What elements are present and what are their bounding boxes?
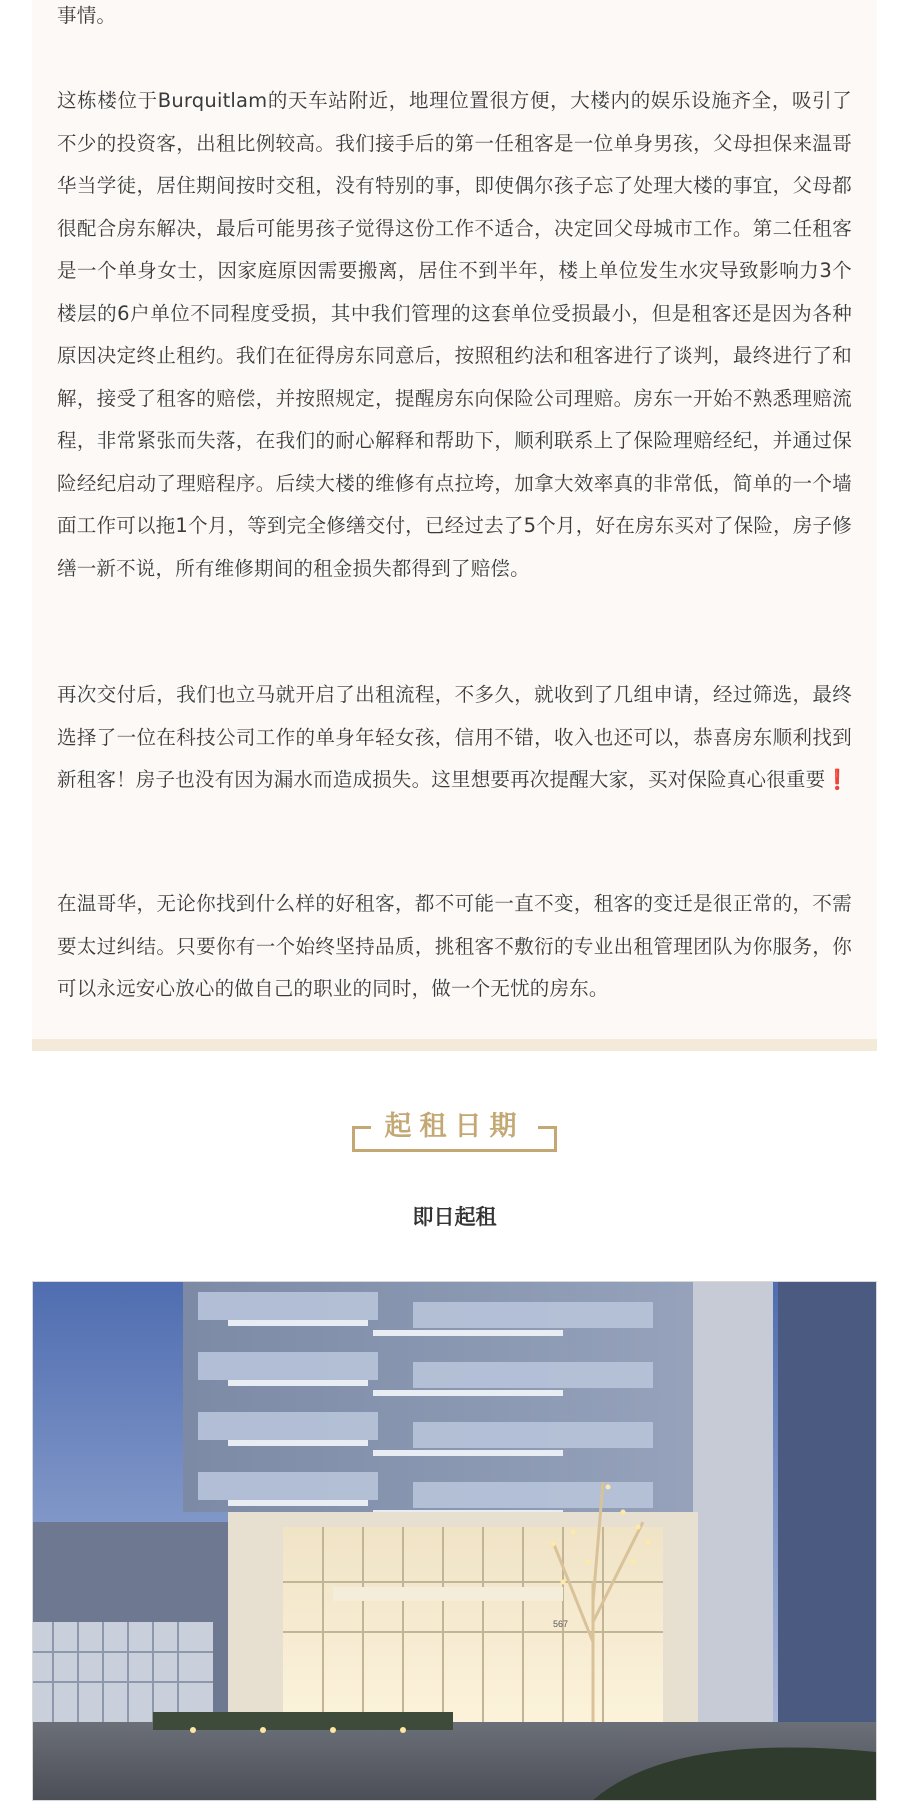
- section-subtitle: 即日起租: [412, 1205, 497, 1229]
- planter: [153, 1712, 453, 1730]
- left-glass-wall: [33, 1622, 213, 1722]
- section-title: [352, 1106, 557, 1152]
- address-sign: 567: [553, 1619, 569, 1629]
- article-paragraph-3: 在温哥华，无论你找到什么样的好租客，都不可能一直不变，租客的变迁是很正常的，不需要太过纠结。只要你有一个始终坚持品质，挑租客不敷衍的专业出租管理团队为你服务，你可以永远安心放心的做自己的职业的同时，做一个无忧的房东。: [57, 892, 852, 1000]
- building-photo: [32, 1281, 877, 1801]
- entrance-canopy: [333, 1587, 563, 1601]
- article-paragraph-1: 这栋楼位于Burquitlam的天车站附近，地理位置很方便，大楼内的娱乐设施齐全，吸引了不少的投资客，出租比例较高。我们接手后的第一任租客是一位单身男孩，父母担保来温哥华当学徒，居住期间按时交租，没有特别的事，即使偶尔孩子忘了处理大楼的事宜，父母都很配合房东解决，最后可能男孩子觉得这份工作不适合，决定回父母城市工作。第二任租客是一个单身女士，因家庭原因需要搬离，居住不到半年，楼上单位发生水灾导致影响力3个楼层的6户单位不同程度受损，其中我们管理的这套单位受损最小，但是租客还是因为各种原因决定终止租约。我们在征得房东同意后，按照租约法和租客进行了谈判，最终进行了和解，接受了租客的赔偿，并按照规定，提醒房东向保险公司理赔。房东一开始不熟悉理赔流程，非常紧张而失落，在我们的耐心解释和帮助下，顺利联系上了保险理赔经纪，并通过保险经纪启动了理赔程序。后续大楼的维修有点拉垮，加拿大效率真的非常低，简单的一个墙面工作可以拖1个月，等到完全修缮交付，已经过去了5个月，好在房东买对了保险，房子修缮一新不说，所有维修期间的租金损失都得到了赔偿。: [57, 89, 852, 580]
- building-illustration: [33, 1282, 876, 1800]
- article-paragraph-2: [57, 674, 852, 802]
- exclamation-icon: ❗: [825, 768, 850, 791]
- card-divider: [32, 1039, 877, 1051]
- article-paragraph-0: 事情。: [57, 4, 117, 27]
- title-underline: [352, 1149, 557, 1152]
- section-title-text: 起租日期: [384, 1111, 525, 1142]
- article-paragraph-2-text: 再次交付后，我们也立马就开启了出租流程，不多久，就收到了几组申请，经过筛选，最终选择了一位在科技公司工作的单身年轻女孩，信用不错，收入也还可以，恭喜房东顺利找到新租客！房子也没有因为漏水而造成损失。这里想要再次提醒大家，买对保险真心很重要: [57, 683, 852, 791]
- article-card: [32, 0, 877, 1039]
